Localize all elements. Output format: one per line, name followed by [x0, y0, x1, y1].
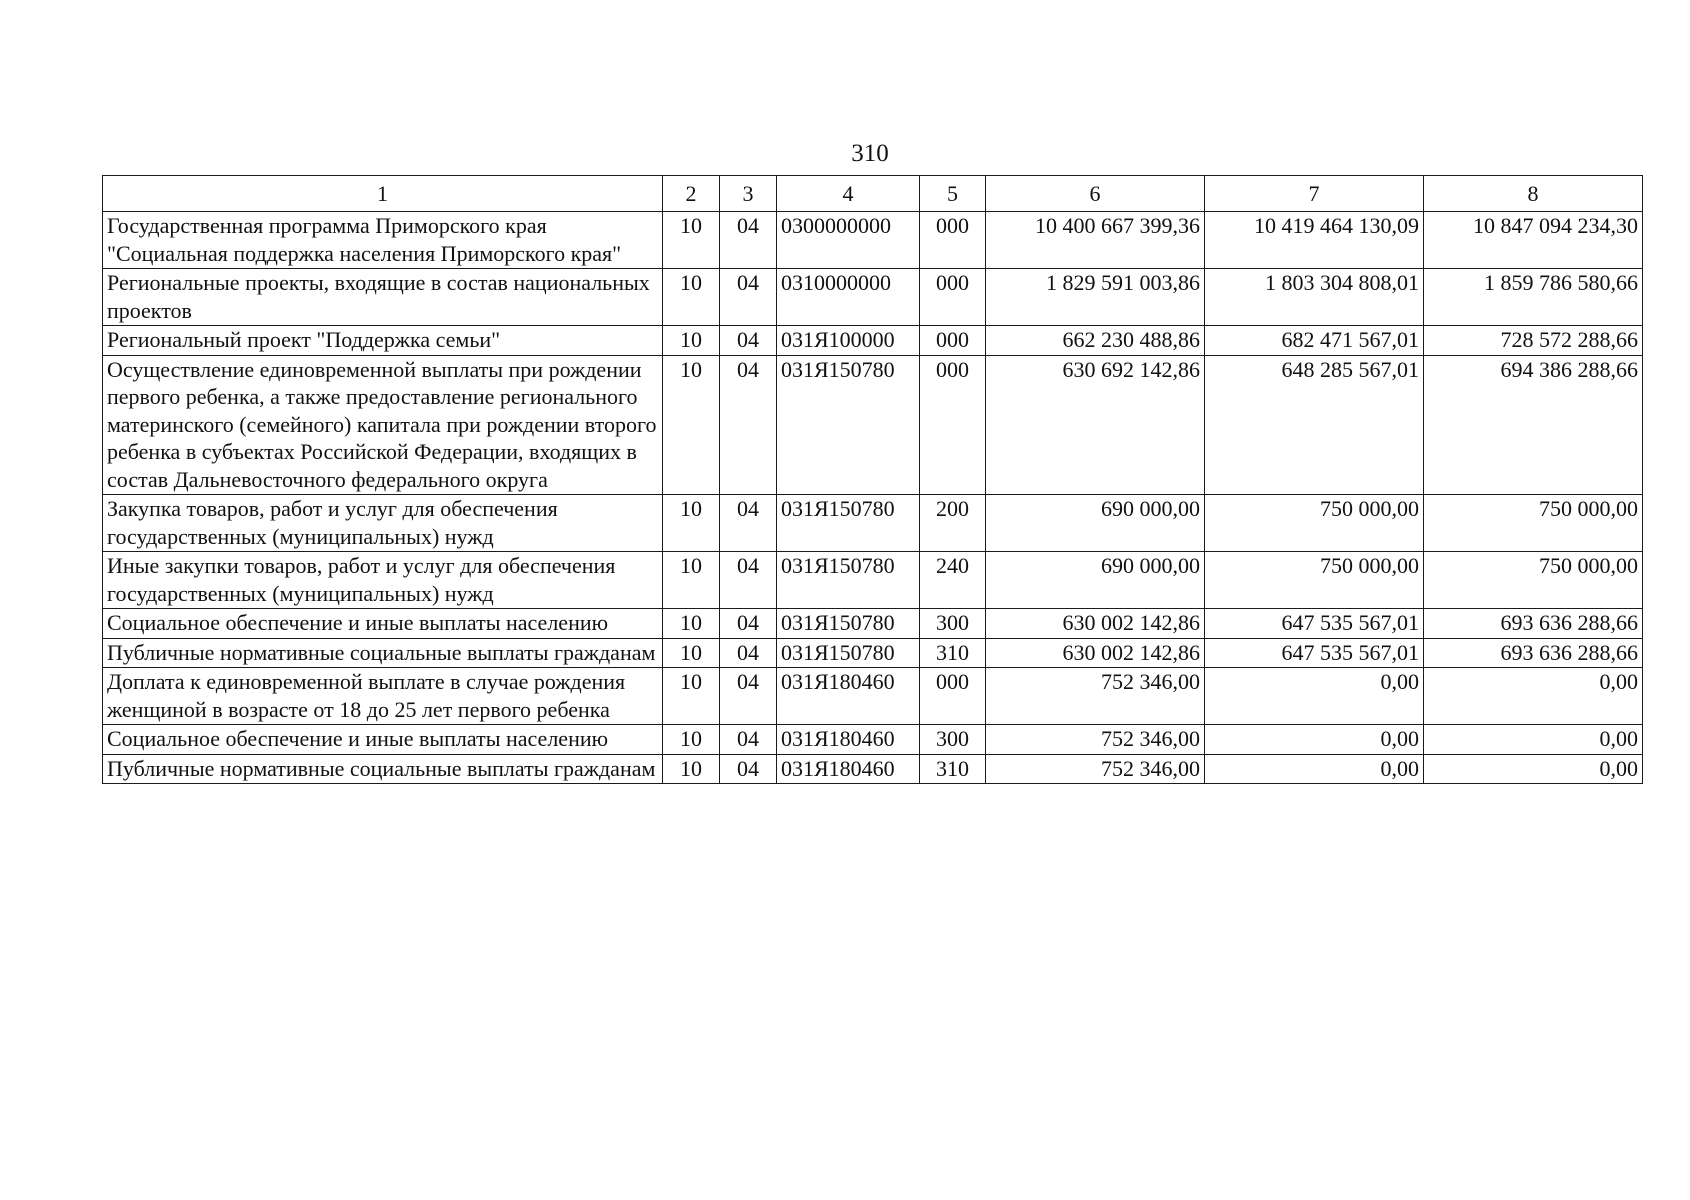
table-row: [103, 668, 1643, 725]
amount-col-7: 647 535 567,01: [1205, 609, 1424, 639]
target-article-code: 031Я150780: [777, 495, 920, 552]
row-name: Социальное обеспечение и иные выплаты населению: [103, 609, 663, 639]
subsection-code: 04: [720, 355, 777, 495]
expense-type-code: 000: [920, 212, 986, 269]
amount-col-6: 752 346,00: [986, 725, 1205, 755]
expense-type-code: 000: [920, 326, 986, 356]
amount-col-6: 662 230 488,86: [986, 326, 1205, 356]
expense-type-code: 000: [920, 269, 986, 326]
page-number: 310: [851, 140, 889, 167]
expense-type-code: 300: [920, 725, 986, 755]
amount-col-7: 0,00: [1205, 668, 1424, 725]
amount-col-8: 694 386 288,66: [1424, 355, 1643, 495]
target-article-code: 031Я100000: [777, 326, 920, 356]
table-row: [103, 609, 1643, 639]
amount-col-8: 0,00: [1424, 754, 1643, 784]
target-article-code: 031Я150780: [777, 638, 920, 668]
amount-col-7: 647 535 567,01: [1205, 638, 1424, 668]
amount-col-7: 10 419 464 130,09: [1205, 212, 1424, 269]
row-name: Закупка товаров, работ и услуг для обеспечения государственных (муниципальных) нужд: [103, 495, 663, 552]
amount-col-8: 1 859 786 580,66: [1424, 269, 1643, 326]
budget-table: [102, 175, 1643, 784]
table-row: [103, 638, 1643, 668]
amount-col-7: 682 471 567,01: [1205, 326, 1424, 356]
amount-col-8: 693 636 288,66: [1424, 638, 1643, 668]
amount-col-8: 750 000,00: [1424, 495, 1643, 552]
expense-type-code: 300: [920, 609, 986, 639]
target-article-code: 031Я180460: [777, 725, 920, 755]
header-col-5: 5: [920, 176, 986, 212]
section-code: 10: [663, 725, 720, 755]
row-name: Публичные нормативные социальные выплаты гражданам: [103, 754, 663, 784]
section-code: 10: [663, 754, 720, 784]
amount-col-7: 0,00: [1205, 725, 1424, 755]
table-row: [103, 355, 1643, 495]
header-col-8: 8: [1424, 176, 1643, 212]
subsection-code: 04: [720, 638, 777, 668]
expense-type-code: 000: [920, 355, 986, 495]
subsection-code: 04: [720, 269, 777, 326]
table-header-row: [103, 176, 1643, 212]
amount-col-8: 750 000,00: [1424, 552, 1643, 609]
amount-col-7: 750 000,00: [1205, 552, 1424, 609]
amount-col-7: 648 285 567,01: [1205, 355, 1424, 495]
amount-col-7: 750 000,00: [1205, 495, 1424, 552]
header-col-3: 3: [720, 176, 777, 212]
amount-col-6: 690 000,00: [986, 495, 1205, 552]
section-code: 10: [663, 269, 720, 326]
row-name: Осуществление единовременной выплаты при рождении первого ребенка, а также предоставление регионального материнского (семейного) капитала при рождении второго ребенка в субъектах Российской Федерации, входящих в состав Дальневосточного федерального округа: [103, 355, 663, 495]
section-code: 10: [663, 638, 720, 668]
row-name: Иные закупки товаров, работ и услуг для обеспечения государственных (муниципальных) нужд: [103, 552, 663, 609]
header-col-4: 4: [777, 176, 920, 212]
table-row: [103, 725, 1643, 755]
header-col-7: 7: [1205, 176, 1424, 212]
amount-col-6: 690 000,00: [986, 552, 1205, 609]
expense-type-code: 200: [920, 495, 986, 552]
amount-col-8: 0,00: [1424, 668, 1643, 725]
expense-type-code: 310: [920, 638, 986, 668]
amount-col-6: 630 692 142,86: [986, 355, 1205, 495]
row-name: Публичные нормативные социальные выплаты гражданам: [103, 638, 663, 668]
row-name: Социальное обеспечение и иные выплаты населению: [103, 725, 663, 755]
expense-type-code: 240: [920, 552, 986, 609]
section-code: 10: [663, 495, 720, 552]
row-name: Государственная программа Приморского края "Социальная поддержка населения Приморского края": [103, 212, 663, 269]
target-article-code: 031Я180460: [777, 668, 920, 725]
table-row: [103, 754, 1643, 784]
amount-col-6: 630 002 142,86: [986, 638, 1205, 668]
subsection-code: 04: [720, 668, 777, 725]
amount-col-8: 0,00: [1424, 725, 1643, 755]
header-col-6: 6: [986, 176, 1205, 212]
target-article-code: 031Я180460: [777, 754, 920, 784]
table-row: [103, 495, 1643, 552]
amount-col-7: 1 803 304 808,01: [1205, 269, 1424, 326]
amount-col-8: 10 847 094 234,30: [1424, 212, 1643, 269]
section-code: 10: [663, 355, 720, 495]
subsection-code: 04: [720, 609, 777, 639]
subsection-code: 04: [720, 495, 777, 552]
target-article-code: 0300000000: [777, 212, 920, 269]
amount-col-6: 752 346,00: [986, 668, 1205, 725]
target-article-code: 031Я150780: [777, 552, 920, 609]
expense-type-code: 310: [920, 754, 986, 784]
header-col-1: 1: [103, 176, 663, 212]
amount-col-6: 1 829 591 003,86: [986, 269, 1205, 326]
target-article-code: 031Я150780: [777, 609, 920, 639]
section-code: 10: [663, 326, 720, 356]
row-name: Региональный проект "Поддержка семьи": [103, 326, 663, 356]
section-code: 10: [663, 212, 720, 269]
table-row: [103, 552, 1643, 609]
amount-col-6: 10 400 667 399,36: [986, 212, 1205, 269]
amount-col-7: 0,00: [1205, 754, 1424, 784]
subsection-code: 04: [720, 754, 777, 784]
amount-col-6: 752 346,00: [986, 754, 1205, 784]
section-code: 10: [663, 668, 720, 725]
subsection-code: 04: [720, 725, 777, 755]
row-name: Региональные проекты, входящие в состав национальных проектов: [103, 269, 663, 326]
table-row: [103, 212, 1643, 269]
expense-type-code: 000: [920, 668, 986, 725]
amount-col-8: 693 636 288,66: [1424, 609, 1643, 639]
header-col-2: 2: [663, 176, 720, 212]
amount-col-6: 630 002 142,86: [986, 609, 1205, 639]
section-code: 10: [663, 552, 720, 609]
table-row: [103, 326, 1643, 356]
target-article-code: 031Я150780: [777, 355, 920, 495]
subsection-code: 04: [720, 326, 777, 356]
section-code: 10: [663, 609, 720, 639]
table-row: [103, 269, 1643, 326]
target-article-code: 0310000000: [777, 269, 920, 326]
row-name: Доплата к единовременной выплате в случае рождения женщиной в возрасте от 18 до 25 лет первого ребенка: [103, 668, 663, 725]
amount-col-8: 728 572 288,66: [1424, 326, 1643, 356]
subsection-code: 04: [720, 212, 777, 269]
subsection-code: 04: [720, 552, 777, 609]
